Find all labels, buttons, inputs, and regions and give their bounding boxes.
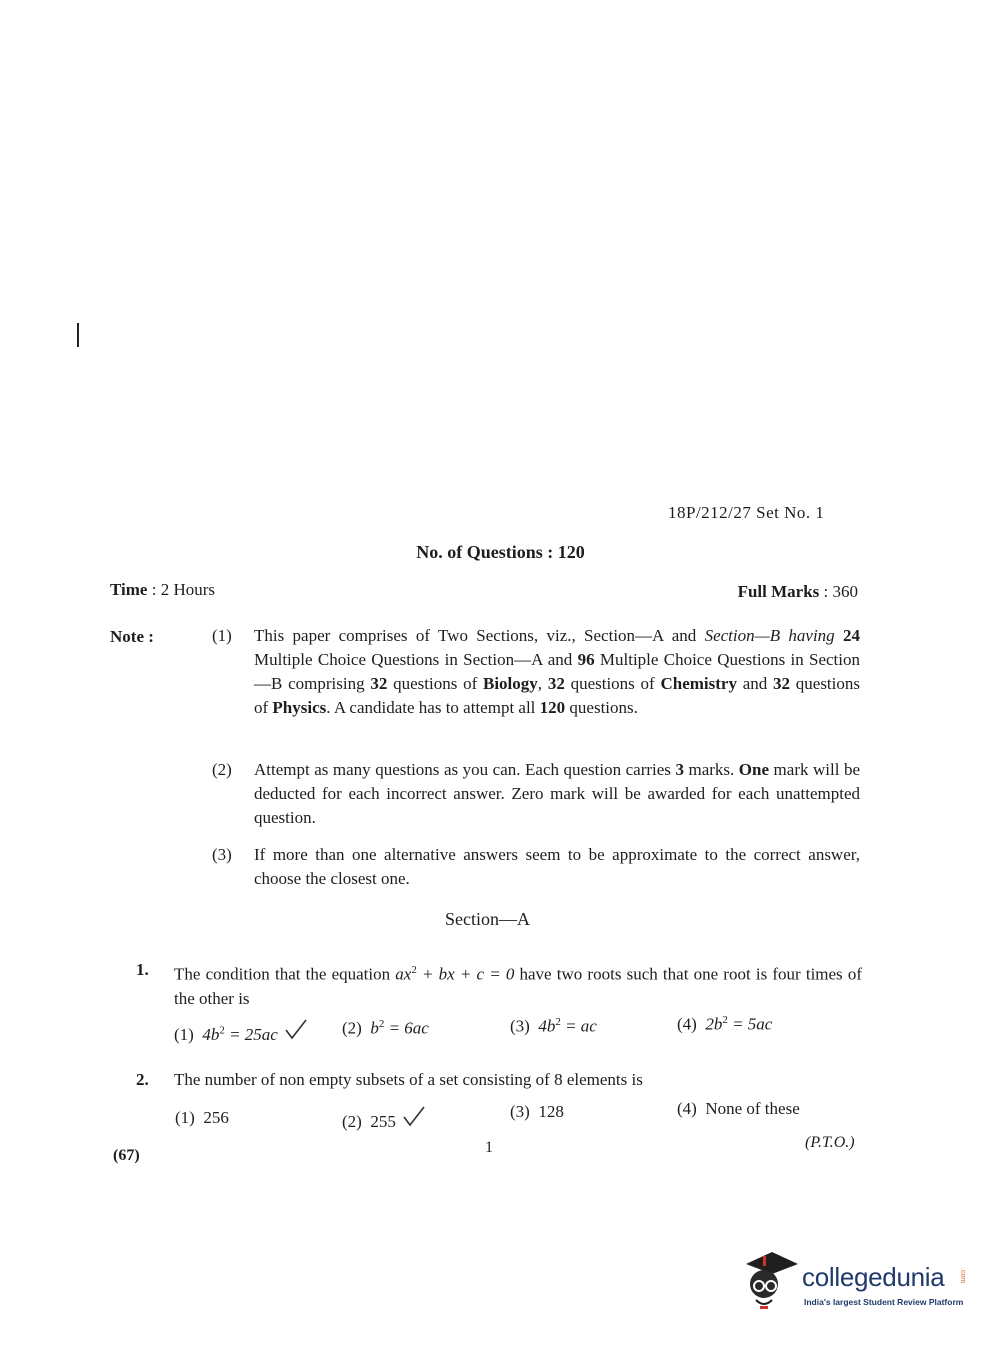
question-number: 2. bbox=[136, 1070, 149, 1089]
question-2 bbox=[136, 1068, 862, 1092]
q2-option-2: (2) 255 bbox=[342, 1105, 426, 1132]
page-number: 1 bbox=[485, 1139, 493, 1156]
q1-option-3: (3) $4b^2$ = ac bbox=[510, 1016, 597, 1036]
paper-code: (67) bbox=[113, 1147, 140, 1164]
note-text: Attempt as many questions as you can. Each question carries 3 marks. One mark will be deducted for each incorrect answer. Zero mark will be awarded for each unattempted question. bbox=[254, 760, 861, 827]
tick-mark-icon bbox=[284, 1018, 308, 1045]
time-value: : 2 Hours bbox=[151, 580, 215, 599]
question-1 bbox=[136, 958, 862, 1011]
time-info bbox=[110, 580, 215, 600]
note-number: (1) bbox=[212, 626, 232, 645]
note-item-2 bbox=[212, 758, 860, 830]
section-heading: Section—A bbox=[445, 909, 530, 929]
question-text: The number of non empty subsets of a set consisting of 8 elements is bbox=[174, 1070, 643, 1089]
q1-option-2: (2) $b^2 = 6ac$ bbox=[342, 1018, 429, 1038]
marks-value: : 360 bbox=[823, 582, 858, 601]
note-item-3 bbox=[212, 843, 860, 891]
pto-note: (P.T.O.) bbox=[805, 1134, 855, 1151]
note-label: Note : bbox=[110, 627, 154, 646]
q1-option-4: (4) $2b^2 = 5ac$ bbox=[677, 1014, 773, 1034]
q2-option-3: (3) 128 bbox=[510, 1102, 564, 1121]
question-number: 1. bbox=[136, 960, 149, 979]
marks-label: Full Marks bbox=[737, 582, 820, 601]
full-marks-info bbox=[738, 582, 858, 602]
logo-tagline: India's largest Student Review Platform bbox=[804, 1297, 964, 1307]
note-text: If more than one alternative answers seem to be approximate to the correct answer, choose the closest one. bbox=[254, 845, 860, 888]
note-number: (3) bbox=[212, 845, 232, 864]
tick-mark-icon bbox=[402, 1105, 426, 1132]
time-label: Time bbox=[110, 580, 148, 599]
mascot-icon bbox=[742, 1250, 802, 1320]
note-item-1 bbox=[212, 624, 860, 720]
logo-domain: .com bbox=[959, 1268, 966, 1284]
note-number: (2) bbox=[212, 760, 232, 779]
q2-option-1: (1) 256 bbox=[175, 1108, 229, 1127]
set-number: 18P/212/27 Set No. 1 bbox=[668, 503, 825, 522]
question-text: The condition that the equation $ax^2$ + bx + c = 0 have two roots such that one root is four times of the other is bbox=[174, 964, 862, 1008]
margin-mark bbox=[77, 323, 79, 347]
page-title: No. of Questions : 120 bbox=[416, 542, 585, 562]
q2-option-4: (4) None of these bbox=[677, 1099, 800, 1118]
logo-wordmark: collegedunia bbox=[802, 1262, 945, 1292]
q1-option-1: (1) $4b^2 = 25ac$ bbox=[174, 1018, 308, 1045]
note-text: This paper comprises of Two Sections, viz., Section—A and Section—B having 24 Multiple Choice Questions in Section—A and 96 Multiple Choice Questions in Section—B comprising 32 questions of Biology, 32 questions of Chemistry and 32 questions of Physics. A candidate has to attempt all 120 questions. bbox=[254, 626, 860, 717]
